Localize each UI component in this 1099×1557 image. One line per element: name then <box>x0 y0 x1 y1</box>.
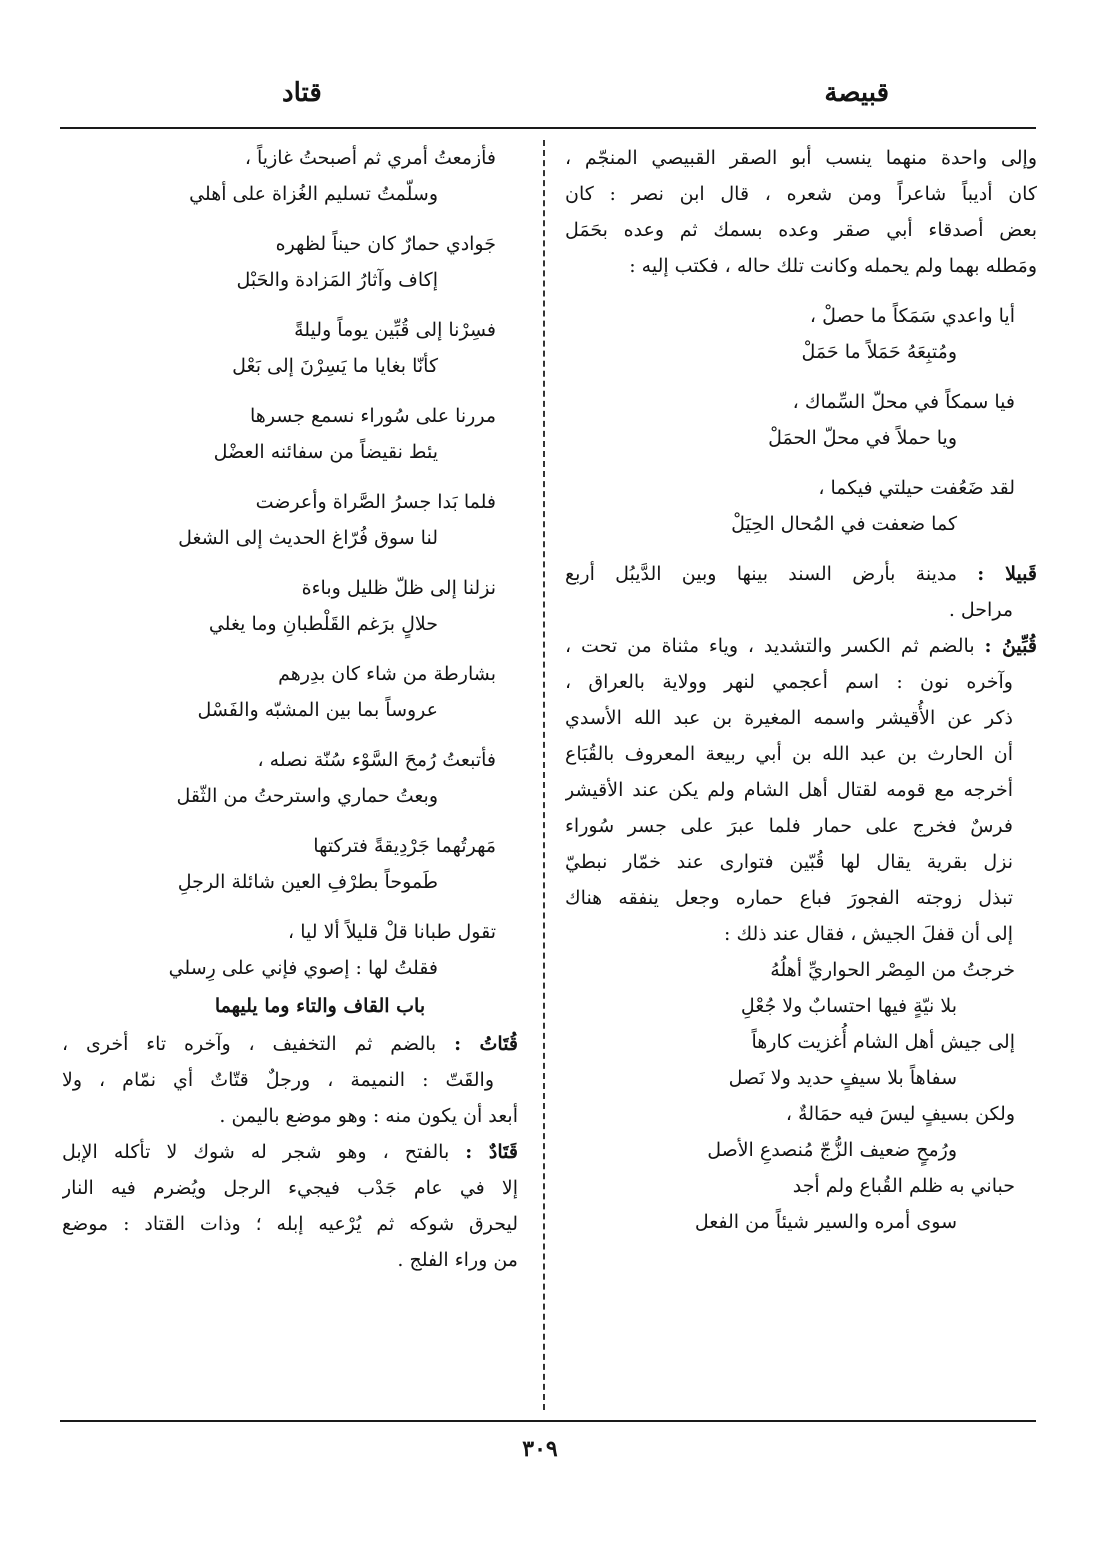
poem-aqayshir <box>565 952 1037 1240</box>
verse-hemistich: كما ضعفت في المُحال الحِيَلْ <box>731 513 957 535</box>
text-line: وإلى واحدة منهما ينسب أبو الصقر القبيصي المنجّم ، <box>565 147 1037 169</box>
verse-hemistich: فسِرْنا إلى قُبِّين يوماً وليلةً <box>294 319 496 341</box>
verse-hemistich: تقول طبانا قلْ قليلاً ألا ليا ، <box>288 921 496 943</box>
text-line: وآخره نون : اسم أعجمي لنهر وولاية بالعراق ، <box>565 671 1013 693</box>
verse-hemistich: سوى أمره والسير شيئاً من الفعل <box>694 1211 957 1233</box>
verse-hemistich: مَهرتُهما جَرْدِيقةً فتركتها <box>313 835 496 857</box>
entry-headword: قُتَاتُ : <box>454 1033 518 1055</box>
verse-hemistich: فيا سمكاً في محلّ السِّماك ، <box>792 391 1015 413</box>
entry-headword: قَبيلا : <box>977 563 1037 585</box>
verse-hemistich: نزلنا إلى ظلّ ظليل وباءة <box>301 577 496 599</box>
text-line: مراحل . <box>948 599 1013 621</box>
verse-hemistich: خرجتُ من المِصْر الحواريِّ أهلُهُ <box>770 959 1015 981</box>
column-divider <box>543 140 545 1410</box>
verse-hemistich: إكاف وآثارُ المَزادة والحَبْل <box>236 269 438 291</box>
right-column <box>565 140 1037 1240</box>
text-line: والقَتّ : النميمة ، ورجلٌ قتّاتٌ أي نمّام ، ولا <box>62 1069 494 1091</box>
verse-hemistich: لنا سوق فُرّاغ الحديث إلى الشغل <box>178 527 438 549</box>
verse-hemistich: وسلّمتُ تسليم الغُزاة على أهلي <box>189 183 438 205</box>
verse-hemistich: فلما بَدا جسرُ الصَّراة وأعرضت <box>255 491 496 513</box>
verse-hemistich: أيا واعدي سَمَكاً ما حصلْ ، <box>809 305 1015 327</box>
verse-hemistich: عروساً بما بين المشبّه والفَسْل <box>197 699 438 721</box>
verse-hemistich: إلى جيش أهل الشام أُغزيت كارهاً <box>751 1031 1015 1053</box>
text-line: من وراء الفلج . <box>397 1249 518 1271</box>
verse-hemistich: وبعتُ حماري واسترحتُ من الثّقل <box>176 785 438 807</box>
entry-qatad <box>62 1134 518 1278</box>
verse-hemistich: سفاهاً بلا سيفٍ حديد ولا نَصل <box>728 1067 957 1089</box>
text-line: أبعد أن يكون منه : وهو موضع باليمن . <box>219 1105 518 1127</box>
verse-hemistich: طَموحاً بطرْفِ العين شائلة الرجلِ <box>177 871 438 893</box>
text-line: تبذل زوجته الفجورَ فباع حماره وجعل ينفقه هناك <box>565 887 1013 909</box>
verse-hemistich: حلالٍ برَغم القَلْطبانِ وما يغلي <box>208 613 438 635</box>
entry-headword: قَتَادٌ : <box>465 1141 518 1163</box>
text-line: أخرجه مع قومه لقتال أهل الشام ولم يكن عند الأقيشر <box>565 779 1013 801</box>
verse-hemistich: بشارطة من شاء كان بدِرهم <box>278 663 496 685</box>
header-rule <box>60 127 1036 129</box>
entry-qubbin <box>565 628 1037 952</box>
entry-headword: قُبِّينُ : <box>984 635 1037 657</box>
verse-hemistich: بلا نيّةٍ فيها احتسابٌ ولا جُعْلِ <box>740 995 957 1017</box>
verse-hemistich: حباني به ظلم القُباع ولم أجد <box>792 1175 1015 1197</box>
text-line: بعض أصدقاء أبي صقر وعده بسمك ثم وعده بحَمَل <box>565 219 1037 241</box>
verse-hemistich: فقلتُ لها : إصوي فإني على رِسلي <box>168 957 438 979</box>
verse-hemistich: فأزمعتُ أمري ثم أصبحتُ غازياً ، <box>244 147 496 169</box>
verse-hemistich: ورُمحٍ ضعيف الزُّجّ مُنصدعِ الأصل <box>707 1139 957 1161</box>
text-line: أن الحارث بن عبد الله بن أبي ربيعة المعروف بالقُبَاع <box>565 743 1013 765</box>
verse-hemistich: ولكن بسيفٍ ليسَ فيه حمَالةٌ ، <box>785 1103 1015 1125</box>
entry-qutat <box>62 1026 518 1134</box>
text-line: إلى أن قفلَ الجيش ، فقال عند ذلك : <box>724 923 1013 945</box>
verse-hemistich: ويا حملاً في محلّ الحمَلْ <box>768 427 957 449</box>
verse-hemistich: ومُتبِعَهُ حَمَلاً ما حَمَلْ <box>801 341 957 363</box>
verse-hemistich: جَوادي حمارٌ كان حيناً لظهره <box>275 233 496 255</box>
verse-hemistich: مررنا على سُوراء نسمع جسرها <box>250 405 496 427</box>
text-line: بالضم ثم الكسر والتشديد ، وياء مثناة من تحت ، <box>565 635 975 657</box>
section-title: باب القاف والتاء وما يليهما <box>214 995 426 1017</box>
text-line: نزل بقرية يقال لها قُبّين فتوارى عند خمّار نبطيّ <box>565 851 1013 873</box>
verse-hemistich: لقد ضَعُفت حيلتي فيكما ، <box>818 477 1015 499</box>
paragraph-qabisi <box>565 140 1037 284</box>
verse-hemistich: يئط نقيضاً من سفائنه العضْل <box>213 441 438 463</box>
poem-samak <box>565 298 1037 542</box>
verse-hemistich: فأتبعتُ رُمحَ السَّوْء سُنّة نصله ، <box>257 749 496 771</box>
text-line: إلا في عام جَدْب فيجيء الرجل ويُضرم فيه النار <box>62 1177 518 1199</box>
text-line: ومَطله بهما ولم يحمله وكانت تلك حاله ، فكتب إليه : <box>629 255 1037 277</box>
text-line: بالضم ثم التخفيف ، وآخره تاء أخرى ، <box>62 1033 437 1055</box>
left-column <box>62 140 518 1278</box>
text-line: ليحرق شوكه ثم يُرْعيه إبله ؛ وذات القتاد : موضع <box>62 1213 518 1235</box>
running-header-left: قتاد <box>282 78 322 108</box>
page-number: ٣٠٩ <box>522 1436 558 1462</box>
text-line: مدينة بأرض السند بينها وبين الدَّيبُل أربع <box>565 563 958 585</box>
poem-continued <box>62 140 518 986</box>
verse-hemistich: كأنّا بغايا ما يَسِرْنَ إلى بَعْل <box>232 355 438 377</box>
footer-rule <box>60 1420 1036 1422</box>
entry-qabila <box>565 556 1037 628</box>
text-line: بالفتح ، وهو شجر له شوك لا تأكله الإبل <box>62 1141 450 1163</box>
text-line: فرسٌ فخرج على حمار فلما عبرَ على جسر سُوراء <box>565 815 1013 837</box>
running-header-right: قبيصة <box>824 78 889 108</box>
text-line: ذكر عن الأُقيشر واسمه المغيرة بن عبد الله الأسدي <box>565 707 1013 729</box>
text-line: كان أديباً شاعراً ومن شعره ، قال ابن نصر : كان <box>565 183 1037 205</box>
